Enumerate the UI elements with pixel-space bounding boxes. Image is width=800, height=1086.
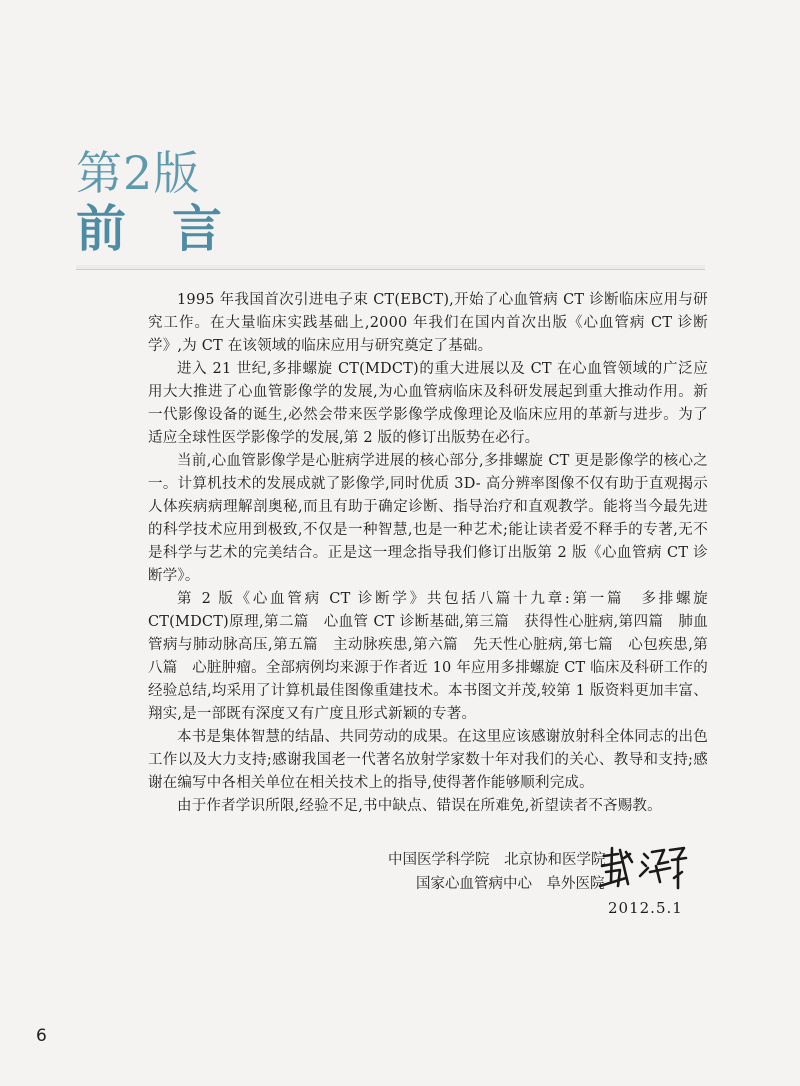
heading-divider xyxy=(76,265,705,270)
affiliation-line-2: 国家心血管病中心 阜外医院 xyxy=(416,876,605,892)
date-text: 2012.5.1 xyxy=(608,899,683,917)
paragraph-2: 进入 21 世纪,多排螺旋 CT(MDCT)的重大进展以及 CT 在心血管领域的广泛应用大大推进了心血管影像学的发展,为心血管病临床及科研发展起到重大推动作用。新一代影像设备的诞生,必然会带来医学影像学成像理论及临床应用的革新与进步。为了适应全球性医学影像学的发展,第 2 版的修订出版势在必行。 xyxy=(148,361,708,446)
paragraph-6: 由于作者学识所限,经验不足,书中缺点、错误在所难免,祈望读者不吝赐教。 xyxy=(177,798,662,814)
handwritten-signature xyxy=(598,842,688,892)
paragraph-5: 本书是集体智慧的结晶、共同劳动的成果。在这里应该感谢放射科全体同志的出色工作以及大力支持;感谢我国老一代著名放射学家数十年对我们的关心、教导和支持;感谢在编写中各相关单位在相关技术上的指导,使得著作能够顺利完成。 xyxy=(148,729,708,791)
preface-body xyxy=(148,289,708,818)
paragraph-3: 当前,心血管影像学是心脏病学进展的核心部分,多排螺旋 CT 更是影像学的核心之一。计算机技术的发展成就了影像学,同时优质 3D- 高分辨率图像不仅有助于直观揭示人体疾病病理解剖奥秘,而且有助于确定诊断、指导治疗和直观教学。能将当今最先进的科学技术应用到极致,不仅是一种智慧,也是一种艺术;能让读者爱不释手的专著,无不是科学与艺术的完美结合。正是这一理念指导我们修订出版第 2 版《心血管病 CT 诊断学》。 xyxy=(148,453,708,584)
edition-heading: 第2版 xyxy=(76,146,201,200)
page-title: 前言 xyxy=(76,200,268,258)
paragraph-4: 第 2 版《心血管病 CT 诊断学》共包括八篇十九章:第一篇 多排螺旋 CT(MDCT)原理,第二篇 心血管 CT 诊断基础,第三篇 获得性心脏病,第四篇 肺血管病与肺动脉高压,第五篇 主动脉疾患,第六篇 先天性心脏病,第七篇 心包疾患,第八篇 心脏肿瘤。全部病例均来源于作者近 10 年应用多排螺旋 CT 临床及科研工作的经验总结,均采用了计算机最佳图像重建技术。本书图文并茂,较第 1 版资料更加丰富、翔实,是一部既有深度又有广度且形式新颖的专著。 xyxy=(148,591,708,722)
page-number: 6 xyxy=(36,1026,47,1046)
paragraph-1: 1995 年我国首次引进电子束 CT(EBCT),开始了心血管病 CT 诊断临床应用与研究工作。在大量临床实践基础上,2000 年我们在国内首次出版《心血管病 CT 诊断学》,为 CT 在该领域的临床应用与研究奠定了基础。 xyxy=(148,292,708,354)
affiliation-line-1: 中国医学科学院 北京协和医学院 xyxy=(388,852,606,868)
